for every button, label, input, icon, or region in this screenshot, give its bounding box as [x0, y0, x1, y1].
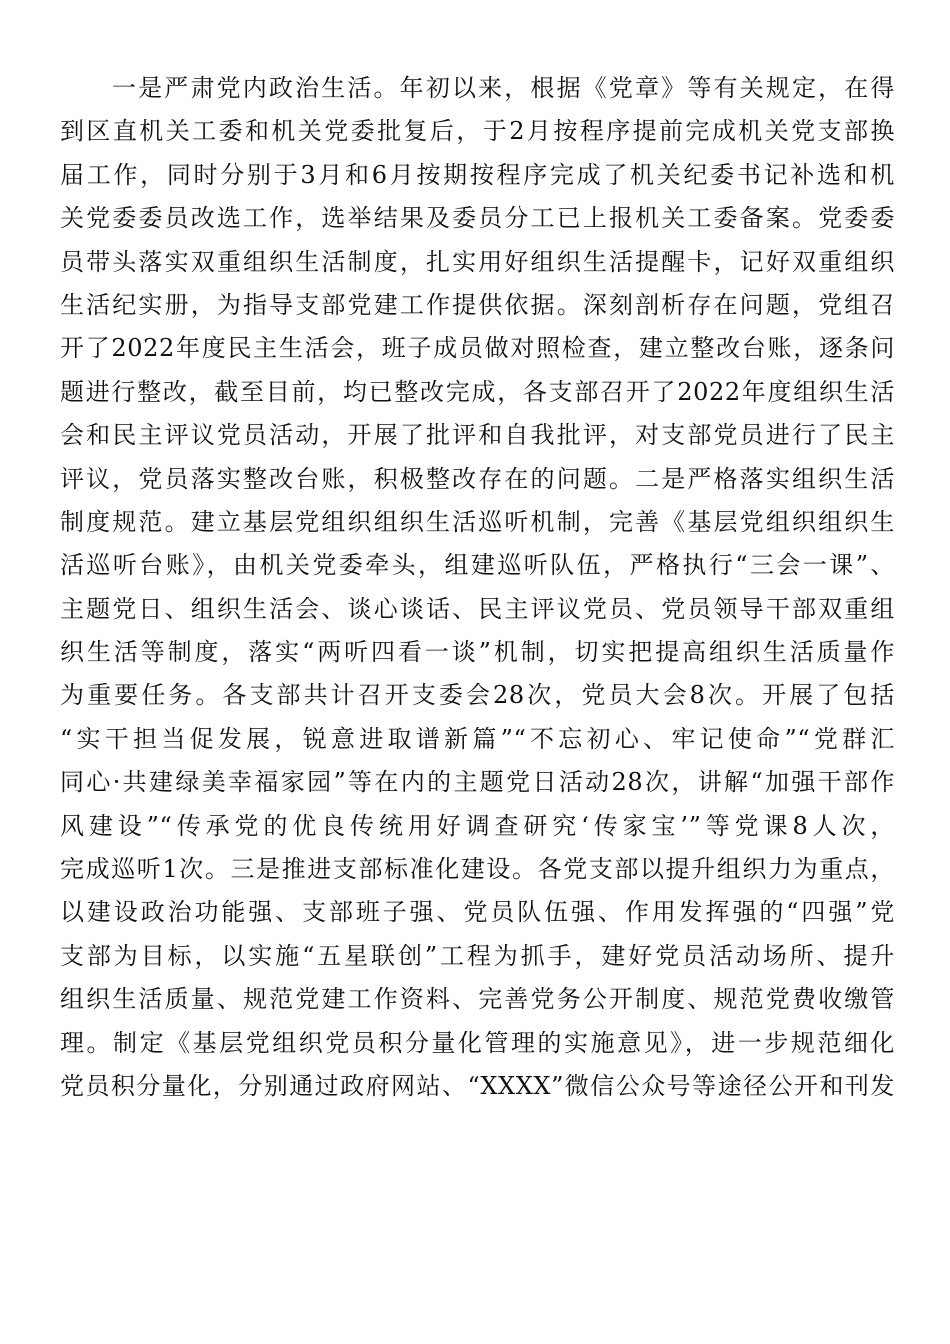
text-line: 关党委委员改选工作，选举结果及委员分工已上报机关工委备案。党委委: [60, 204, 895, 233]
text-line: 以建设政治功能强、支部班子强、党员队伍强、作用发挥强的“四强”党: [60, 898, 895, 927]
text-line: 理。制定《基层党组织党员积分量化管理的实施意见》，进一步规范细化: [60, 1028, 895, 1057]
text-line: 生活纪实册，为指导支部党建工作提供依据。深刻剖析存在问题，党组召: [60, 290, 895, 319]
text-line: 为重要任务。各支部共计召开支委会28次，党员大会8次。开展了包括: [60, 681, 895, 710]
text-line: 党员积分量化，分别通过政府网站、“XXXX”微信公众号等途径公开和刊发: [60, 1071, 895, 1100]
text-line: 织生活等制度，落实“两听四看一谈”机制，切实把提高组织生活质量作: [60, 638, 895, 667]
text-line: 主题党日、组织生活会、谈心谈话、民主评议党员、党员领导干部双重组: [60, 594, 895, 623]
text-line: 支部为目标，以实施“五星联创”工程为抓手，建好党员活动场所、提升: [60, 941, 895, 970]
text-line: “实干担当促发展，锐意进取谱新篇”“不忘初心、牢记使命”“党群汇: [60, 724, 895, 753]
text-line: 完成巡听1次。三是推进支部标准化建设。各党支部以提升组织力为重点，: [60, 855, 895, 884]
text-line: 一是严肃党内政治生活。年初以来，根据《党章》等有关规定，在得: [112, 74, 895, 102]
text-line: 开了2022年度民主生活会，班子成员做对照检查，建立整改台账，逐条问: [60, 334, 895, 363]
text-line: 题进行整改，截至目前，均已整改完成，各支部召开了2022年度组织生活: [60, 377, 895, 406]
text-line: 到区直机关工委和机关党委批复后，于2月按程序提前完成机关党支部换: [60, 117, 895, 146]
text-line: 员带头落实双重组织生活制度，扎实用好组织生活提醒卡，记好双重组织: [60, 247, 895, 276]
text-line: 制度规范。建立基层党组织组织生活巡听机制，完善《基层党组织组织生: [60, 507, 895, 536]
text-line: 组织生活质量、规范党建工作资料、完善党务公开制度、规范党费收缴管: [60, 985, 895, 1014]
text-line: 同心·共建绿美幸福家园”等在内的主题党日活动28次，讲解“加强干部作: [60, 768, 895, 797]
body-paragraph: [60, 67, 895, 1108]
text-line: 届工作，同时分别于3月和6月按期按程序完成了机关纪委书记补选和机: [60, 160, 895, 189]
text-line: 活巡听台账》，由机关党委牵头，组建巡听队伍，严格执行“三会一课”、: [60, 551, 895, 580]
text-line: 会和民主评议党员活动，开展了批评和自我批评，对支部党员进行了民主: [60, 421, 895, 450]
text-line: 风建设”“传承党的优良传统用好调查研究‘传家宝’”等党课8人次，: [60, 811, 895, 840]
text-line: 评议，党员落实整改台账，积极整改存在的问题。二是严格落实组织生活: [60, 464, 895, 493]
